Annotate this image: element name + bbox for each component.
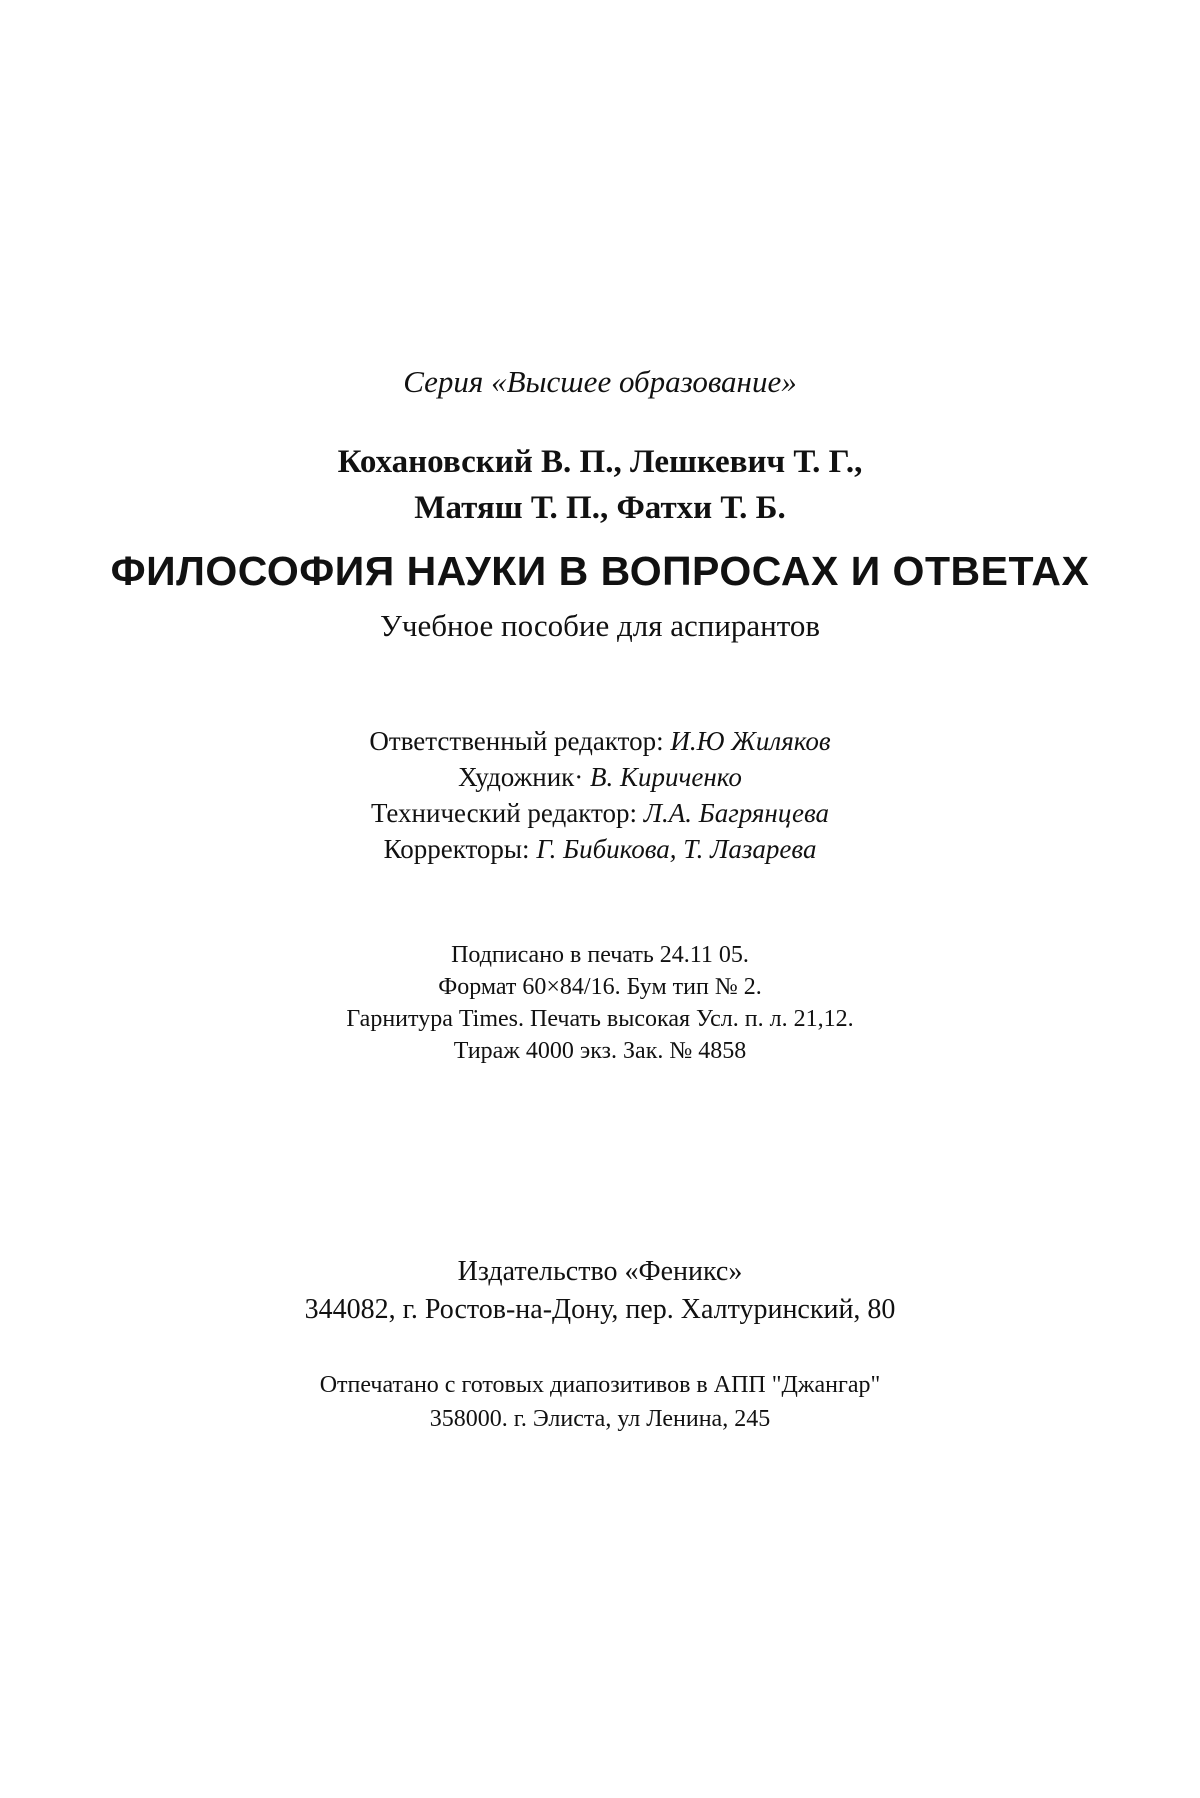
tech-editor-label: Технический редактор: [370,798,637,828]
editor-credit [0,726,1200,757]
tech-editor-credit [0,798,1200,829]
publisher-name: Издательство «Феникс» [457,1256,743,1287]
imprint-format-line: Формат 60×84/16. Бум тип № 2. [438,974,762,1000]
proofreaders-names: Г. Бибикова, Т. Лазарева [536,834,817,864]
imprint-signed-line: Подписано в печать 24.11 05. [451,942,749,968]
editor-label: Ответственный редактор: [369,726,664,756]
editor-name: И.Ю Жиляков [670,726,831,756]
authors-line-2: Матяш Т. П., Фатхи Т. Б. [414,490,786,526]
imprint-print-run-line: Тираж 4000 экз. Зак. № 4858 [453,1038,747,1064]
printer-line-2: 358000. г. Элиста, ул Ленина, 245 [429,1406,771,1432]
artist-label: Художник· [458,762,584,792]
artist-credit [0,762,1200,793]
proofreaders-label: Корректоры: [383,834,530,864]
authors-line-1: Кохановский В. П., Лешкевич Т. Г., [337,444,863,480]
printer-line-1: Отпечатано с готовых диапозитивов в АПП "Джангар" [319,1372,881,1398]
book-title: ФИЛОСОФИЯ НАУКИ В ВОПРОСАХ И ОТВЕТАХ [110,548,1090,594]
artist-name: В. Кириченко [590,762,742,792]
tech-editor-name: Л.А. Багрянцева [643,798,830,828]
book-subtitle: Учебное пособие для аспирантов [379,608,821,643]
series-line: Серия «Высшее образование» [403,364,797,399]
imprint-typeface-line: Гарнитура Times. Печать высокая Усл. п. л. 21,12. [346,1006,854,1032]
publisher-address: 344082, г. Ростов-на-Дону, пер. Халтуринский, 80 [304,1294,896,1325]
proofreaders-credit [0,834,1200,865]
